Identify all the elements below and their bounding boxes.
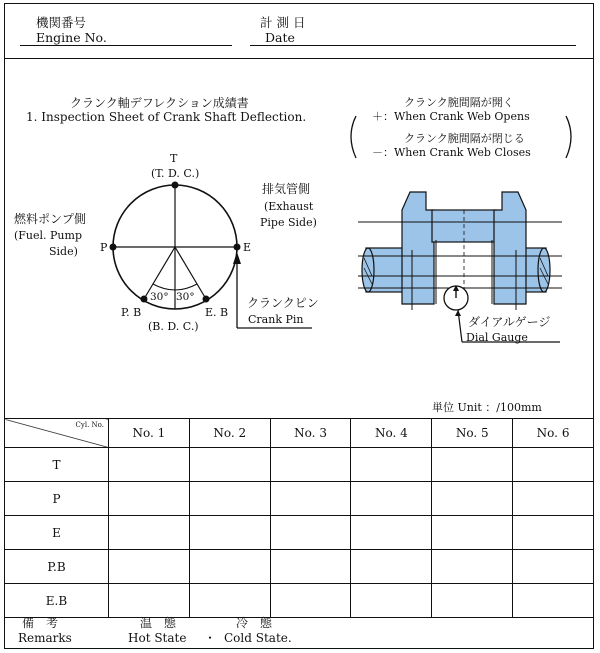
label-bdc: (B. D. C.)	[148, 320, 199, 333]
engine-no-field-line[interactable]	[20, 45, 232, 46]
label-e: E	[243, 241, 252, 254]
legend-open-en: ＋：When Crank Web Opens	[372, 110, 530, 123]
row-label: T	[5, 448, 109, 482]
data-cell[interactable]	[270, 516, 351, 550]
data-cell[interactable]	[351, 516, 432, 550]
data-cell[interactable]	[189, 516, 270, 550]
data-cell[interactable]	[513, 516, 594, 550]
col-header: No. 3	[270, 419, 351, 448]
remarks-row	[4, 612, 594, 649]
col-header: No. 2	[189, 419, 270, 448]
label-p: P	[100, 241, 108, 254]
table-row	[5, 482, 594, 516]
legend-close-en: －：When Crank Web Closes	[372, 146, 531, 159]
engine-no-label-jp: 機関番号	[36, 15, 87, 30]
col-header: No. 6	[513, 419, 594, 448]
data-cell[interactable]	[109, 482, 190, 516]
row-label: E.B	[5, 584, 109, 618]
data-cell[interactable]	[351, 448, 432, 482]
table-row	[5, 550, 594, 584]
cyl-no-label: Cyl. No.	[75, 421, 104, 429]
dial-gauge-en: Dial Gauge	[466, 331, 528, 344]
point-p	[110, 244, 117, 251]
col-header: No. 4	[351, 419, 432, 448]
legend-brackets	[344, 114, 580, 164]
point-t	[172, 182, 179, 189]
row-label: P	[5, 482, 109, 516]
data-cell[interactable]	[270, 448, 351, 482]
date-label-jp: 計 測 日	[260, 15, 306, 30]
data-cell[interactable]	[432, 482, 513, 516]
remarks-jp: 備 考	[22, 616, 59, 630]
state-separator: ・	[204, 631, 217, 645]
right-web	[494, 192, 526, 304]
date-label-en: Date	[265, 30, 295, 45]
col-header: No. 1	[109, 419, 190, 448]
data-cell[interactable]	[109, 550, 190, 584]
data-cell[interactable]	[513, 482, 594, 516]
data-cell[interactable]	[513, 448, 594, 482]
table-row	[5, 448, 594, 482]
table-header-row	[5, 419, 594, 448]
corner-cell	[5, 419, 109, 448]
fuel-pump-jp: 燃料ポンプ側	[14, 212, 87, 226]
data-cell[interactable]	[109, 448, 190, 482]
exhaust-en-2: Pipe Side)	[260, 216, 317, 229]
fuel-pump-en-1: (Fuel. Pump	[14, 229, 82, 242]
dial-gauge-jp: ダイアルゲージ	[468, 315, 551, 329]
data-cell[interactable]	[189, 482, 270, 516]
label-pb: P. B	[121, 306, 142, 319]
fuel-pump-en-2: Side)	[49, 245, 78, 258]
angle-left: 30°	[150, 291, 169, 303]
angle-right: 30°	[176, 291, 195, 303]
data-cell[interactable]	[432, 516, 513, 550]
point-e	[234, 244, 241, 251]
hot-state-option[interactable]: Hot State	[128, 631, 187, 645]
row-label: E	[5, 516, 109, 550]
point-eb	[203, 296, 210, 303]
crank-pin-jp: クランクピン	[247, 296, 319, 310]
deflection-table	[4, 418, 594, 618]
date-field-line[interactable]	[250, 45, 576, 46]
label-eb: E. B	[205, 306, 229, 319]
data-cell[interactable]	[189, 550, 270, 584]
col-header: No. 5	[432, 419, 513, 448]
cold-state-option[interactable]: Cold State.	[224, 631, 292, 645]
data-cell[interactable]	[513, 550, 594, 584]
exhaust-jp: 排気管側	[262, 182, 311, 196]
legend-open-jp: クランク腕間隔が開く	[404, 96, 514, 109]
header-divider	[4, 58, 594, 59]
data-cell[interactable]	[432, 550, 513, 584]
point-pb	[141, 296, 148, 303]
data-cell[interactable]	[432, 448, 513, 482]
remarks-en: Remarks	[18, 631, 72, 645]
title-jp: クランク軸デフレクション成績書	[70, 96, 249, 110]
hot-state-jp: 温 態	[140, 616, 177, 630]
data-cell[interactable]	[351, 550, 432, 584]
label-t: T	[170, 152, 178, 165]
exhaust-en-1: (Exhaust	[264, 200, 314, 213]
data-cell[interactable]	[270, 482, 351, 516]
cold-state-jp: 冷 態	[236, 616, 273, 630]
data-cell[interactable]	[189, 448, 270, 482]
crank-pin-en: Crank Pin	[248, 313, 304, 326]
legend-close-jp: クランク腕間隔が閉じる	[404, 132, 525, 145]
engine-no-label-en: Engine No.	[36, 30, 107, 45]
left-web	[402, 192, 434, 304]
title-en: 1. Inspection Sheet of Crank Shaft Deflection.	[26, 110, 307, 124]
unit-label: 単位 Unit ：/100mm	[432, 401, 542, 414]
data-cell[interactable]	[270, 550, 351, 584]
table-row	[5, 516, 594, 550]
data-cell[interactable]	[351, 482, 432, 516]
label-tdc: (T. D. C.)	[151, 167, 200, 180]
row-label: P.B	[5, 550, 109, 584]
data-cell[interactable]	[109, 516, 190, 550]
